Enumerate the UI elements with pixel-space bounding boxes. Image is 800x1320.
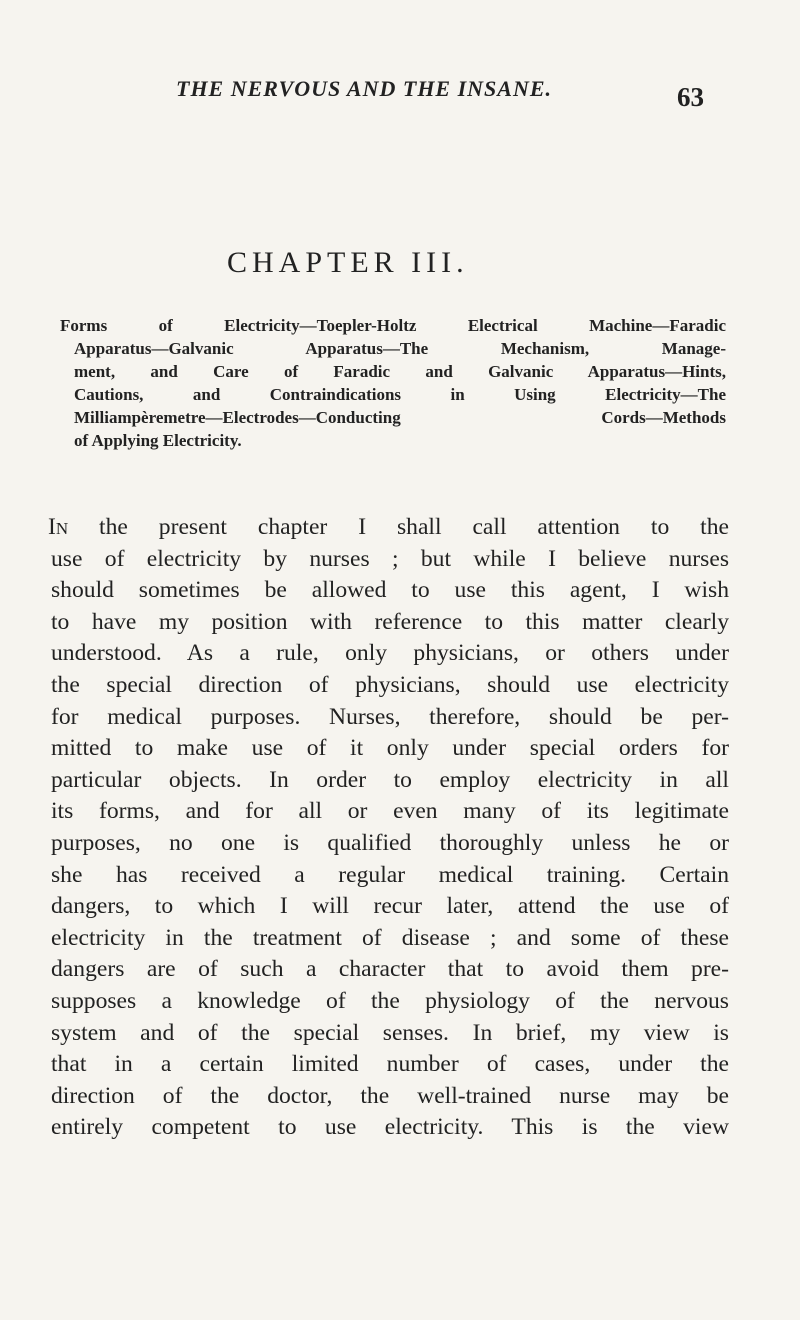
body-line: system and of the special senses. In brief, my view is bbox=[51, 1019, 729, 1046]
body-line: dangers are of such a character that to avoid them pre- bbox=[51, 956, 729, 983]
body-line: the special direction of physicians, should use electricity bbox=[51, 671, 729, 698]
body-line: purposes, no one is qualified thoroughly unless he or bbox=[51, 829, 729, 856]
body-line: mitted to make use of it only under special orders for bbox=[51, 735, 729, 762]
body-line: that in a certain limited number of cases, under the bbox=[51, 1051, 729, 1078]
running-head: THE NERVOUS AND THE INSANE. bbox=[176, 76, 553, 101]
body-line: understood. As a rule, only physicians, or others under bbox=[51, 640, 729, 667]
body-line: direction of the doctor, the well-trained nurse may be bbox=[51, 1082, 729, 1109]
body-line: entirely competent to use electricity. This is the view bbox=[51, 1114, 729, 1141]
synopsis-line: Cautions, and Contraindications in Using Electricity—The bbox=[74, 385, 726, 404]
drop-word: In bbox=[48, 514, 69, 540]
body-line: particular objects. In order to employ electricity in all bbox=[51, 766, 729, 793]
body-line: dangers, to which I will recur later, attend the use of bbox=[51, 893, 729, 920]
body-line: electricity in the treatment of disease ; and some of these bbox=[51, 924, 729, 951]
body-text bbox=[48, 512, 729, 1144]
body-line: its forms, and for all or even many of its legitimate bbox=[51, 798, 729, 825]
body-line: supposes a knowledge of the physiology of the nervous bbox=[51, 987, 729, 1014]
body-line: should sometimes be allowed to use this agent, I wish bbox=[51, 577, 729, 604]
synopsis-line: Forms of Electricity—Toepler-Holtz Electrical Machine—Faradic bbox=[60, 316, 726, 335]
body-line-text: the present chapter I shall call attention to the bbox=[68, 514, 729, 540]
synopsis-line: of Applying Electricity. bbox=[74, 431, 242, 450]
page-number: 63 bbox=[677, 82, 704, 112]
synopsis-line: Milliampèremetre—Electrodes—Conducting Cords—Methods bbox=[74, 408, 726, 427]
synopsis-line: Apparatus—Galvanic Apparatus—The Mechanism, Manage- bbox=[74, 339, 726, 358]
body-line: use of electricity by nurses ; but while I believe nurses bbox=[51, 545, 729, 572]
body-line: for medical purposes. Nurses, therefore, should be per- bbox=[51, 703, 729, 730]
chapter-synopsis bbox=[60, 314, 726, 452]
synopsis-line: ment, and Care of Faradic and Galvanic Apparatus—Hints, bbox=[74, 362, 726, 381]
body-line bbox=[48, 512, 729, 544]
body-line: she has received a regular medical training. Certain bbox=[51, 861, 729, 888]
chapter-title: CHAPTER III. bbox=[227, 246, 469, 279]
body-line: to have my position with reference to this matter clearly bbox=[51, 608, 729, 635]
